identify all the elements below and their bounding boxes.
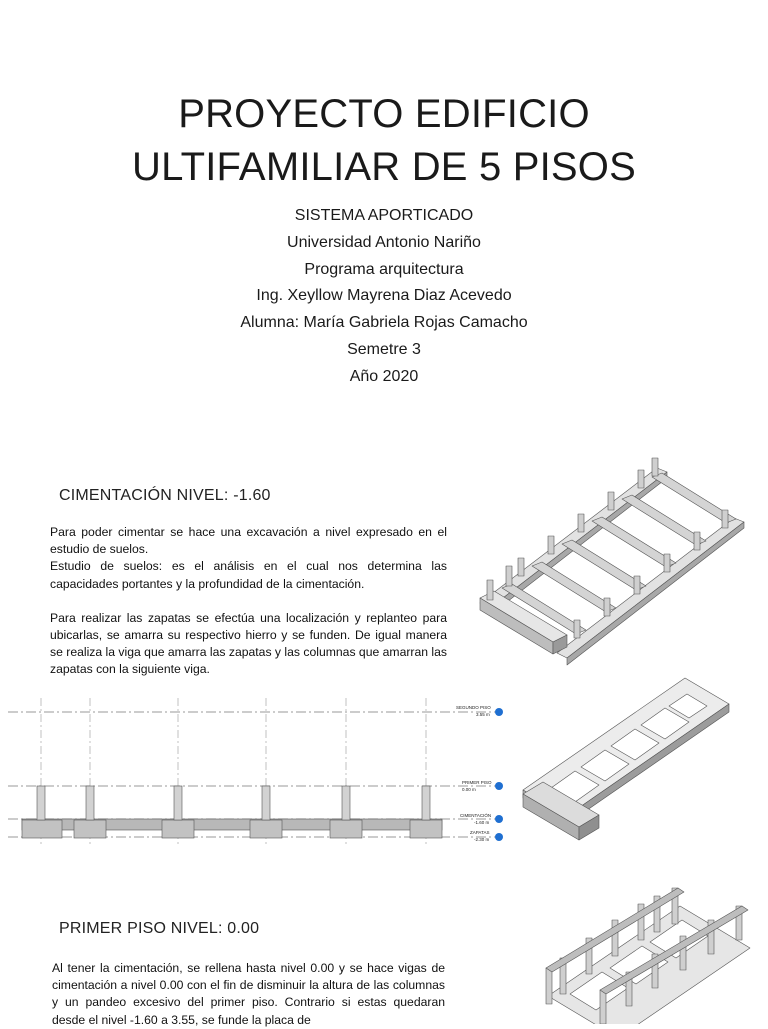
level-marker-segundo-piso [456,705,503,717]
level-name: ZAPATAS [470,830,490,835]
level-value: -2.30 m [474,837,490,842]
paragraph: Estudio de suelos: es el análisis en el cual nos determina las capacidades portantes y la profundidad de la cimentación. [50,559,447,591]
instructor-line: Ing. Xeyllow Mayrena Diaz Acevedo [256,287,512,305]
system-line: SISTEMA APORTICADO [294,207,474,224]
level-value: 0.00 m [462,787,476,792]
title-line: ULTIFAMILIAR DE 5 PISOS [132,145,636,189]
program-line: Programa arquitectura [304,260,464,278]
grade-beam-drawing [515,670,735,860]
student-line: Alumna: María Gabriela Rojas Camacho [240,314,528,332]
section-heading-primer-piso: PRIMER PISO NIVEL: 0.00 [59,920,260,937]
title-line: PROYECTO EDIFICIO [178,92,590,136]
paragraph: Para poder cimentar se hace una excavación a nivel expresado en el estudio de suelos. [50,525,447,557]
document-title [0,88,768,194]
level-name: PRIMER PISO [462,780,492,785]
level-marker-icon [495,833,503,841]
level-marker-zapatas [470,830,503,842]
level-marker-icon [495,815,503,823]
year-line: Año 2020 [349,367,419,385]
level-value: -1.60 m [474,820,490,825]
level-name: CIMENTACIÓN [460,813,492,818]
semester-line: Semetre 3 [347,340,421,358]
level-marker-icon [495,782,503,790]
first-floor-frame-3d-model [540,886,760,1024]
foundation-3d-drawing [472,448,756,670]
paragraph: Para realizar las zapatas se efectúa una localización y replanteo para ubicarlas, se amarra su respectivo hierro y se funden. De igual manera se realiza la viga que amarra las zapatas y las columnas que amarran las zapatas con la siguiente viga. [50,610,447,677]
paragraph: Al tener la cimentación, se rellena hasta nivel 0.00 y se hace vigas de cimentación a nivel 0.00 con el fin de disminuir la altura de las columnas y un pandeo excesivo del primer piso. Contrario si estas quedaran desde el nivel -1.60 a 3.55, se funde la placa de [52,961,445,1027]
level-marker-cimentacion [460,812,503,825]
level-name: SEGUNDO PISO [456,705,491,710]
section-heading-cimentacion: CIMENTACIÓN NIVEL: -1.60 [59,487,271,504]
elevation-drawing [8,696,508,846]
level-value: 3.55 m [476,712,490,717]
foundation-3d-model [472,448,756,670]
level-marker-icon [495,708,503,716]
primer-piso-text [52,960,445,1029]
foundation-elevation-section [8,696,508,846]
frame-drawing [540,886,760,1024]
cimentacion-text [50,524,447,679]
grade-beam-3d-model [515,670,735,860]
cover-info [0,203,768,391]
university-line: Universidad Antonio Nariño [287,233,481,251]
